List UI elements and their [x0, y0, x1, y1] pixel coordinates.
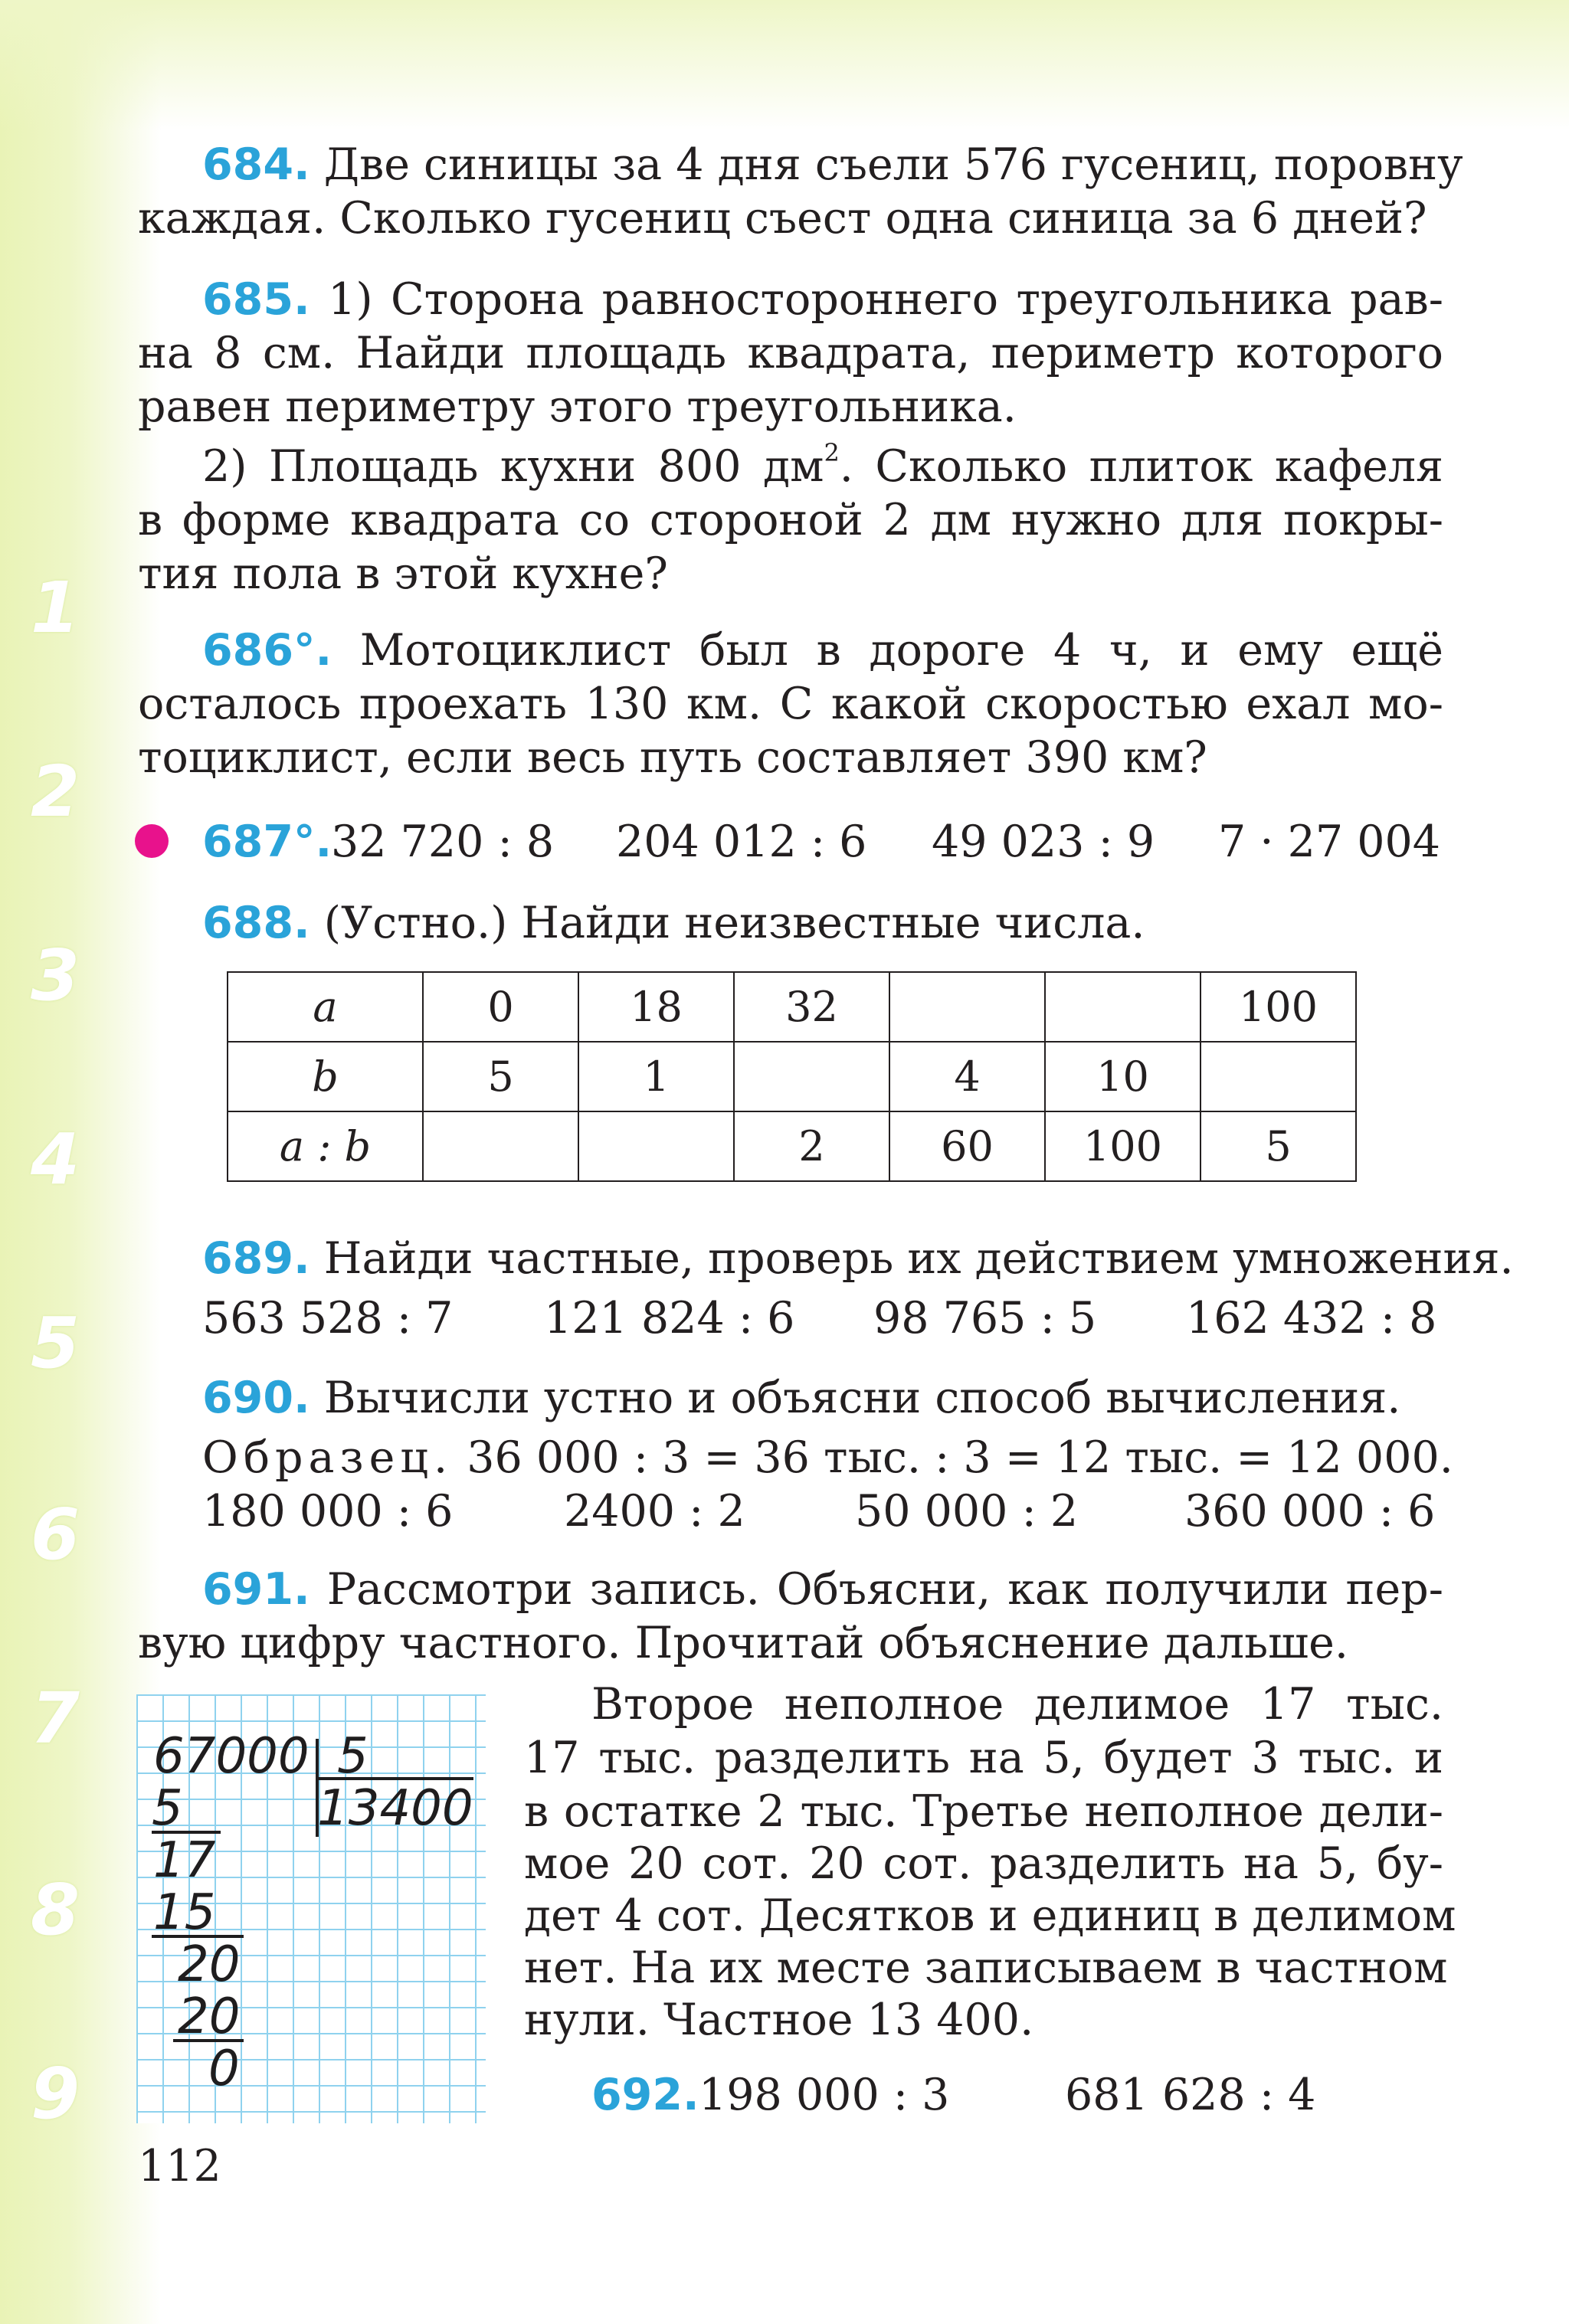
table-cell	[1045, 972, 1200, 1042]
expression: 7 · 27 004	[1218, 817, 1441, 867]
long-division	[136, 1694, 486, 2123]
expression: 204 012 : 6	[616, 817, 867, 867]
expression: 98 765 : 5	[873, 1293, 1097, 1344]
table-cell: 2	[734, 1111, 889, 1181]
table-cell: 10	[1045, 1042, 1200, 1111]
side-number: 9	[31, 2053, 80, 2135]
problem-685-line: на 8 см. Найди площадь квадрата, периметр которого	[138, 328, 1443, 378]
division-step: 0	[208, 2041, 240, 2097]
problem-685-line: в форме квадрата со стороной 2 дм нужно для покры-	[138, 495, 1443, 545]
table-cell	[734, 1042, 889, 1111]
table-cell: 18	[578, 972, 734, 1042]
division-step: 20	[178, 1936, 241, 1993]
table-cell: 0	[423, 972, 578, 1042]
expression: 121 824 : 6	[544, 1293, 795, 1344]
table-cell: 5	[423, 1042, 578, 1111]
divisor: 5	[337, 1728, 369, 1785]
problem-number: 685.	[202, 274, 310, 325]
problem-691-line: вую цифру частного. Прочитай объяснение дальше.	[138, 1618, 1348, 1668]
expression: 49 023 : 9	[932, 817, 1155, 867]
expression: 198 000 : 3	[699, 2070, 950, 2120]
quotient: 13400	[317, 1780, 473, 1837]
expression: 32 720 : 8	[331, 817, 555, 867]
side-number: 6	[31, 1494, 80, 1576]
side-number: 3	[31, 935, 80, 1016]
problem-691-line: 691. Рассмотри запись. Объясни, как получили пер-	[202, 1564, 1443, 1615]
explanation-line: Второе неполное делимое 17 тыс.	[591, 1679, 1443, 1730]
problem-number: 691.	[202, 1564, 310, 1615]
table-cell: 32	[734, 972, 889, 1042]
explanation-line: дет 4 сот. Десятков и единиц в делимом	[524, 1890, 1456, 1941]
division-step: 15	[153, 1884, 216, 1941]
table-row	[228, 1111, 1356, 1181]
side-number: 8	[31, 1869, 80, 1951]
problem-number: 687°.	[202, 817, 332, 867]
pink-bullet	[135, 824, 169, 858]
table-cell: b	[228, 1042, 423, 1111]
side-number: 7	[31, 1678, 80, 1759]
table-cell: 4	[889, 1042, 1045, 1111]
problem-690-row	[202, 1484, 1443, 1538]
problem-686-line: осталось проехать 130 км. С какой скоростью ехал мо-	[138, 679, 1443, 729]
problem-number: 692.	[591, 2070, 699, 2120]
table-cell: a	[228, 972, 423, 1042]
table-cell: 100	[1045, 1111, 1200, 1181]
dividend: 67000	[153, 1728, 310, 1785]
table-cell	[578, 1111, 734, 1181]
division-step: 5	[152, 1780, 183, 1837]
division-step: 20	[178, 1988, 241, 2045]
table-cell: 5	[1200, 1111, 1356, 1181]
expression: 563 528 : 7	[202, 1293, 454, 1344]
table-row	[228, 972, 1356, 1042]
problem-685-line: 2) Площадь кухни 800 $дм^2$. Сколько плиток кафеля	[202, 438, 1443, 492]
problem-688-line: 688. (Устно.) Найди неизвестные числа.	[202, 898, 1145, 948]
explanation-line: мое 20 сот. 20 сот. разделить на 5, бу-	[524, 1838, 1443, 1889]
problem-number: 684.	[202, 139, 310, 190]
explanation-line: 17 тыс. разделить на 5, будет 3 тыс. и	[524, 1733, 1443, 1783]
notebook-grid	[136, 1694, 486, 2123]
top-fade	[0, 0, 1569, 130]
table-cell: 60	[889, 1111, 1045, 1181]
side-number: 4	[31, 1118, 80, 1200]
expression: 162 432 : 8	[1186, 1293, 1437, 1344]
table-cell	[1200, 1042, 1356, 1111]
table-cell	[889, 972, 1045, 1042]
explanation-line: нет. На их месте записываем в частном	[524, 1943, 1448, 1993]
problem-685-line: 685. 1) Сторона равностороннего треугольника рав-	[202, 274, 1444, 325]
problem-685-line: равен периметру этого треугольника.	[138, 381, 1017, 432]
expression: 2400 : 2	[564, 1486, 745, 1537]
expression: 681 628 : 4	[1065, 2070, 1316, 2120]
side-number: 2	[31, 751, 80, 833]
explanation-line: нули. Частное 13 400.	[524, 1995, 1034, 2045]
expression: 50 000 : 2	[855, 1486, 1079, 1537]
explanation-line: в остатке 2 тыс. Третье неполное дели-	[524, 1786, 1443, 1837]
problem-692-row	[591, 2068, 1443, 2122]
problem-686-line: 686°. Мотоциклист был в дороге 4 ч, и ему ещё	[202, 625, 1444, 676]
side-number: 1	[31, 567, 80, 649]
expression: 180 000 : 6	[202, 1486, 454, 1537]
table-cell: 1	[578, 1042, 734, 1111]
table-cell: a : b	[228, 1111, 423, 1181]
problem-number: 689.	[202, 1233, 310, 1284]
problem-690-line: 690. Вычисли устно и объясни способ вычисления.	[202, 1373, 1401, 1423]
problem-686-line: тоциклист, если весь путь составляет 390 км?	[138, 732, 1207, 783]
table-row	[228, 1042, 1356, 1111]
side-number: 5	[31, 1302, 80, 1384]
problem-number: 688.	[202, 898, 310, 948]
problem-687-row	[202, 815, 1443, 869]
unknowns-table	[227, 971, 1357, 1182]
expression: 360 000 : 6	[1184, 1486, 1436, 1537]
division-step: 17	[153, 1832, 216, 1889]
table-cell: 100	[1200, 972, 1356, 1042]
page-number: 112	[138, 2141, 221, 2191]
problem-689-line: 689. Найди частные, проверь их действием умножения.	[202, 1233, 1514, 1284]
problem-684-line: каждая. Сколько гусениц съест одна синица за 6 дней?	[138, 193, 1427, 244]
problem-number: 686°.	[202, 625, 332, 676]
problem-689-row	[202, 1291, 1443, 1345]
problem-number: 690.	[202, 1373, 310, 1423]
table-cell	[423, 1111, 578, 1181]
problem-684-line: 684. Две синицы за 4 дня съели 576 гусениц, поровну	[202, 139, 1463, 190]
problem-685-line: тия пола в этой кухне?	[138, 548, 668, 599]
problem-690-sample: Образец. 36 000 : 3 = 36 тыс. : 3 = 12 тыс. = 12 000.	[202, 1432, 1453, 1483]
